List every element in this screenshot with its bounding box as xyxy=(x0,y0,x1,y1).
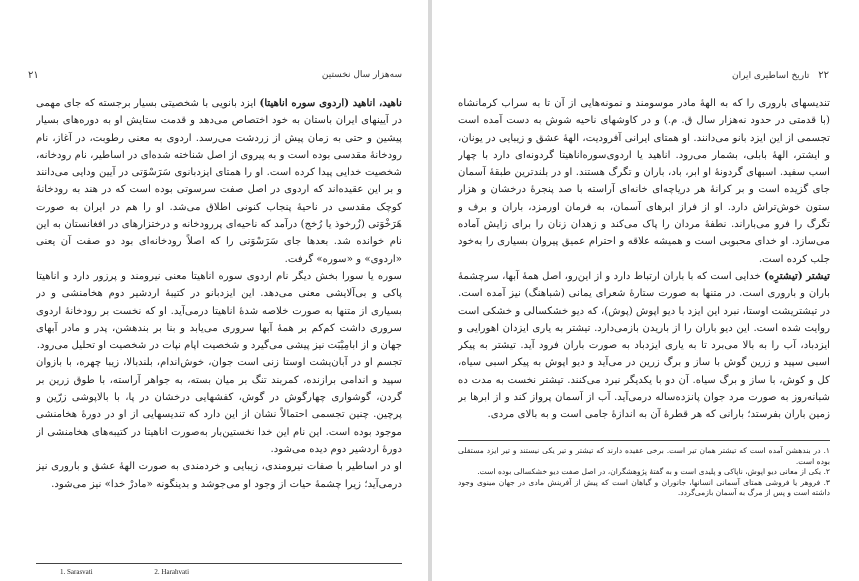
paragraph-text: او در اساطیر با صفات نیرومندی، زیبایی و خردمندی به صورت الههٔ عشق و باروری نیز درمی‌آید؛ زیرا چشمهٔ حیات از وجود او می‌جوشد و بدینگونه «مادرْ خدا» نیز می‌شود. xyxy=(36,461,402,490)
right-footnotes xyxy=(458,446,830,574)
paragraph xyxy=(36,458,402,493)
footnote-rule xyxy=(458,440,830,441)
paragraph-text: خدایی است که با باران ارتباط دارد و از این‌رو، اصل همهٔ آبها، سرچشمهٔ باران و باروری است. در متنها به صورت ستارهٔ شعرای یمانی (شباهنگ) نیز آمده است. در تیشتریشت اوستا، نبرد این ایزد با دیو اپوش (پوش)، که دیو خشکسالی و خشکی است روایت شده است. این دیو باران را از باریدن بازمی‌دارد. تیشتر به یاری ایزدان اهورایی و ایزدباد، آب را به بالا می‌برد تا به یاری ایزدباد به صورت باران فرود آید. تیشتر به پیکر اسبی سپید و زرین گوش با ساز و برگ زرین در می‌آید و دیو اپوش به پیکر اسبی سیاه، کل و کوش، با ساز و برگ سیاه. آن دو با یکدیگر نبرد می‌کنند. تیشتر نخست به مدت ده شبانه‌روز به صورت مرد جوان پانزده‌ساله درمی‌آید. آب از آسمان پرواز کند و از ابرها بر زمین باران بفرستد؛ بارانی که هر قطرهٔ آن به اندازهٔ جامی است و به بالای مردی. xyxy=(458,270,830,421)
left-page xyxy=(0,0,428,581)
footnote-rule xyxy=(36,563,402,564)
paragraph-text: تندیسهای باروری را که به الههٔ مادر موسومند و نمونه‌هایی از آن تا به‌ سراب کرمانشاه (با قدمتی در حدود نه‌هزار سال ق. م.) و در کاوشهای ناحیه شوش به دست آمده است تجسمی از این ایزد بانو می‌دانند. او همتای ایرانی آفرودیت، الههٔ عشق و زیبایی در یونان، و ایشتر، الههٔ بابلی، بشمار می‌رود. اناهید یا اردوی‌سوره‌اناهیتا گردونه‌ای دارد با چهار اسب سفید. اسبهای گردونهٔ او ابر، باد، باران و تگرگ هستند. او در بلندترین طبقهٔ آسمان جای گزیده است و بر کرانهٔ هر دریاچه‌ای خانه‌ای آراسته با صد پنجرهٔ درخشان و هزار ستون خوش‌تراش دارد. او از فراز ابرهای آسمان، به فرمان اورمزد، باران و برف و تگرگ را فرو می‌باراند. نطفهٔ مردان را پاک می‌کند و زهدان زنان را برای زایش آماده می‌سازد. او خدای محبوبی است و همیشه علاقه و احترام عمیق پیروان بسیاری را به‌خود جلب کرده است. xyxy=(458,98,830,265)
footnote: ۱. در بندهشن آمده است که تیشتر همان تیر است. برخی عقیده دارند که تیشتر و تیر یکی نیستند و تیر ایزد مستقلی بوده است. xyxy=(458,446,830,466)
paragraph xyxy=(36,354,402,458)
paragraph xyxy=(36,268,402,354)
entry-heading: تیشتر (تیشترِه) xyxy=(764,269,830,282)
right-page xyxy=(432,0,859,581)
paragraph xyxy=(458,268,830,424)
paragraph xyxy=(458,95,830,268)
footnote: 2. Harahvati xyxy=(154,568,190,576)
paragraph-text: ایزد بانویی با شخصیتی بسیار برجسته که جای مهمی در آیینهای ایران باستان به خود اختصاص می‌دهد و قدمت ستایش او به دوره‌های بسیار پیشین و حتی به زمان پیش از زردشت می‌رسد. اردوی به معنی رطوبت، در آغاز، نام رودخانهٔ مقدسی بوده است و به پیروی از اصل شناخته شده‌ای در اساطیر، نام رودخانه، شخصیت خدایی پیدا کرده است. او را همتای ایزدبانوی سَرَسْوَتی در آیین ودایی می‌دانند و بر این عقیده‌اند که اردوی در اصل صفت سرسوتی بوده است که در هند به رودخانهٔ کوچک مقدسی در ناحیهٔ پنجاب کنونی اطلاق می‌شد. او را هم در ایران به صورت هَرَخْوَتی (زُرخوذ یا رُخج) درآمد که ناحیه‌ای پررودخانه و درختزارهای در افغانستان به این نام خوانده شد. بعدها جای سَرَسْوَتی را که اصلاً رودخانه‌ای بود دو صفت آن یعنی «اردوی» و «سوره» گرفت. xyxy=(36,98,402,265)
left-header-title: سه‌هزار سال نخستین xyxy=(321,70,402,80)
right-header xyxy=(458,70,829,81)
right-page-number: ۲۲ xyxy=(818,70,829,81)
paragraph-text: تجسم او در آبان‌یشت اوستا زنی است جوان، خوش‌اندام، بلندبالا، زیبا چهره، با بازوان سپید و اندامی برازنده، کمربند تنگ بر میان بسته، به جواهر آراسته، با طوق زرین بر گردن، گوشواری چهارگوش در گوش، کفشهایی درخشان در پا، با بالاپوشی زرّین و پرچین. چنین تجسمی احتمالاً نشان از این دارد که تندیسهایی از او در دورهٔ هخامنشی موجود بوده است. این نام این خدا نخستین‌بار به‌صورت اناهیتا در کتیبه‌های هخامنشی از دورهٔ اردشیر دوم دیده می‌شود. xyxy=(36,357,402,455)
left-header xyxy=(28,70,402,80)
latin-footnotes xyxy=(60,568,249,576)
right-header-title: تاریخ اساطیری ایران xyxy=(731,71,810,81)
paragraph xyxy=(36,95,402,268)
entry-heading: ناهید، اناهید (اردوی سوره اناهیتا) xyxy=(259,97,402,109)
left-body xyxy=(36,95,402,555)
footnote: ۲. یکی از معانی دیو اپوش، ناپاکی و پلیدی است و به گفتهٔ پژوهشگران، در اصل صفت دیو خشکسالی بوده است. xyxy=(477,467,830,477)
right-body xyxy=(458,95,830,428)
left-page-number: ۲۱ xyxy=(28,70,39,81)
paragraph-text: سوره یا سورا بخش دیگر نام اردوی سوره اناهیتا معنی نیرومند و پرزور دارد و اناهیتا پاکی و بی‌آلایشی معنی می‌دهد. این ایزدبانو در کتیبهٔ اردشیر دوم هخامنشی و در بسیاری از متنها به صورت خلاصه شدهٔ اناهیتا درمی‌آید. او که نخست بر رودخانهٔ اردوی سروری داشت کم‌کم بر همهٔ آبها سروری می‌یابد و بنا بر بندهشن، پدر و مادر آبهای جهان و از ابامِیْبَت نیز پیشی می‌گیرد و شخصیت اپام نپات در شخصیت او تحلیل می‌رود. xyxy=(36,270,402,352)
footnote: 1. Sarasvati xyxy=(60,568,93,576)
footnote: ۳. فروهر یا فروشی همتای آسمانی انسانها، جانوران و گیاهان است که پیش از آفرینش مادی در جهان مینوی وجود داشته است و پس از مرگ به آسمان بازمی‌گردد. xyxy=(458,477,830,498)
